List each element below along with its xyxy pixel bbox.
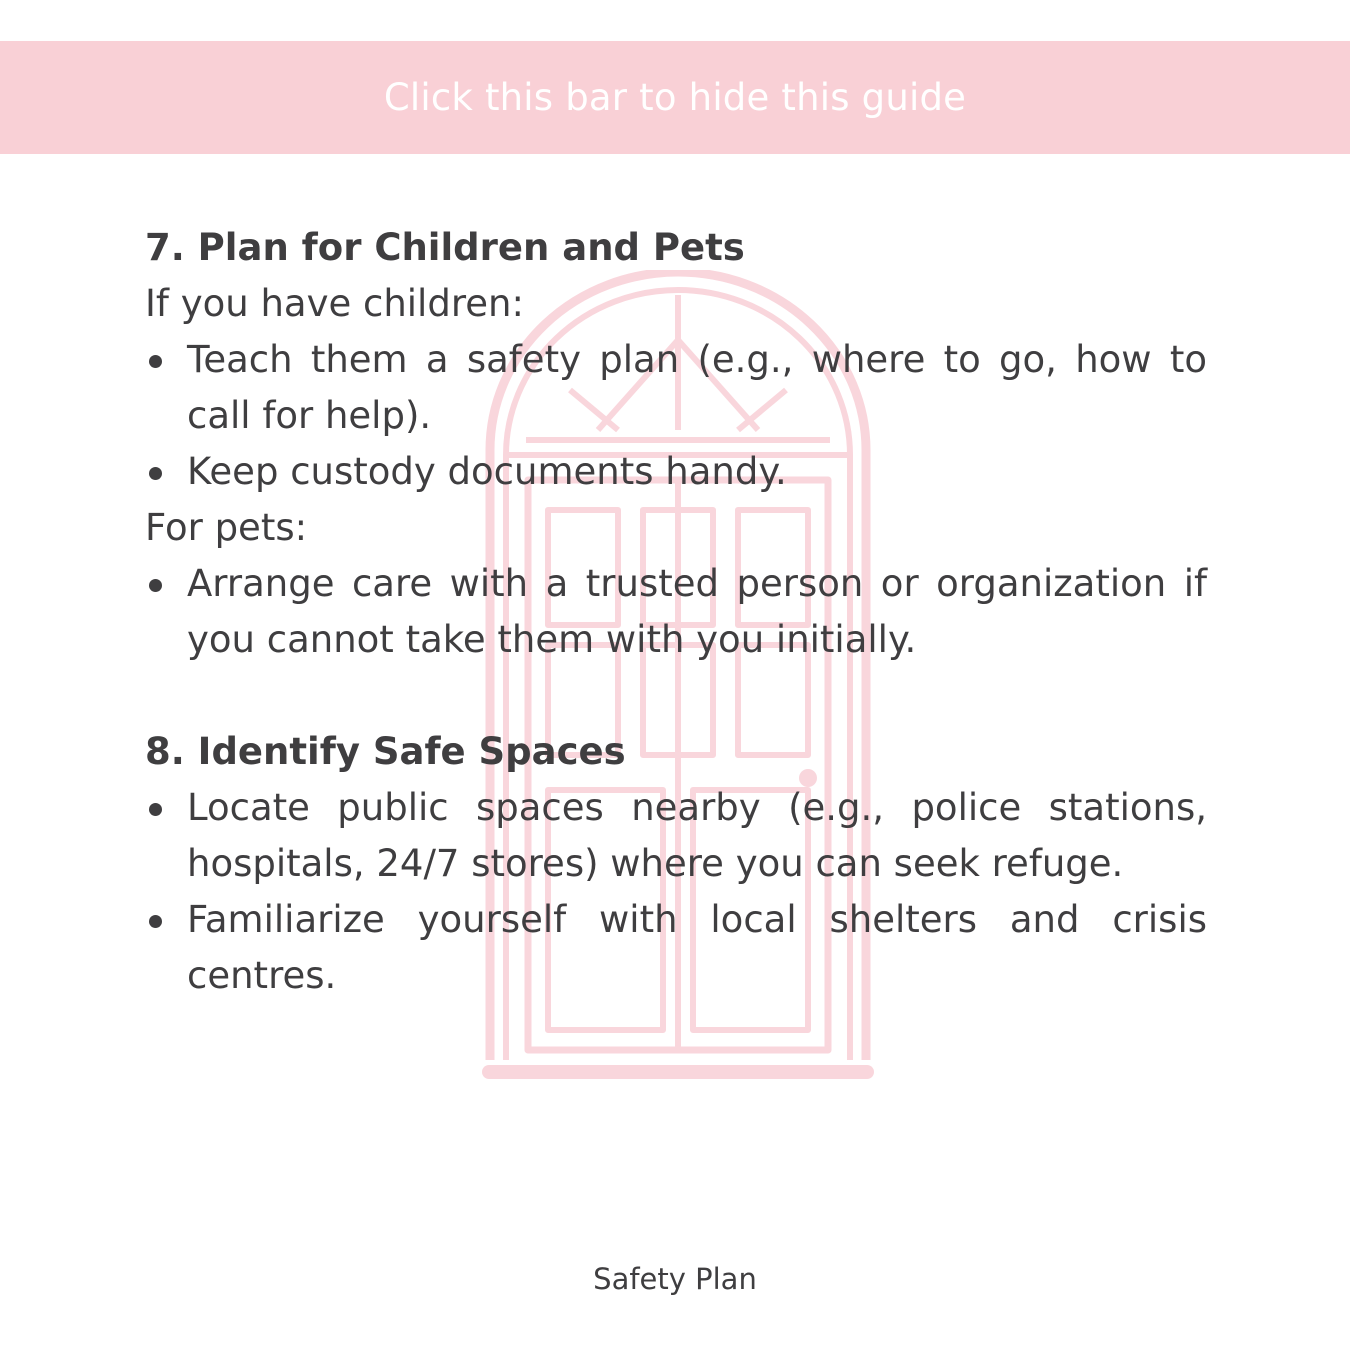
section-7-title: 7. Plan for Children and Pets xyxy=(145,226,745,269)
hide-guide-bar[interactable] xyxy=(0,41,1350,154)
pets-intro: For pets: xyxy=(145,506,308,549)
children-list xyxy=(145,332,1207,500)
hide-guide-label: Click this bar to hide this guide xyxy=(383,76,967,119)
children-intro: If you have children: xyxy=(145,282,524,325)
page-footer: Safety Plan xyxy=(593,1262,757,1296)
safe-spaces-list xyxy=(145,780,1207,1004)
list-item: Familiarize yourself with local shelters and crisis centres. xyxy=(145,892,1207,1004)
list-item: Keep custody documents handy. xyxy=(145,444,1207,500)
pets-list xyxy=(145,556,1207,668)
list-item: Locate public spaces nearby (e.g., police stations, hospitals, 24/7 stores) where you can seek refuge. xyxy=(145,780,1207,892)
list-item: Teach them a safety plan (e.g., where to go, how to call for help). xyxy=(145,332,1207,444)
list-item: Arrange care with a trusted person or organization if you cannot take them with you initially. xyxy=(145,556,1207,668)
guide-content xyxy=(145,220,1207,1004)
section-8-title: 8. Identify Safe Spaces xyxy=(145,730,626,773)
